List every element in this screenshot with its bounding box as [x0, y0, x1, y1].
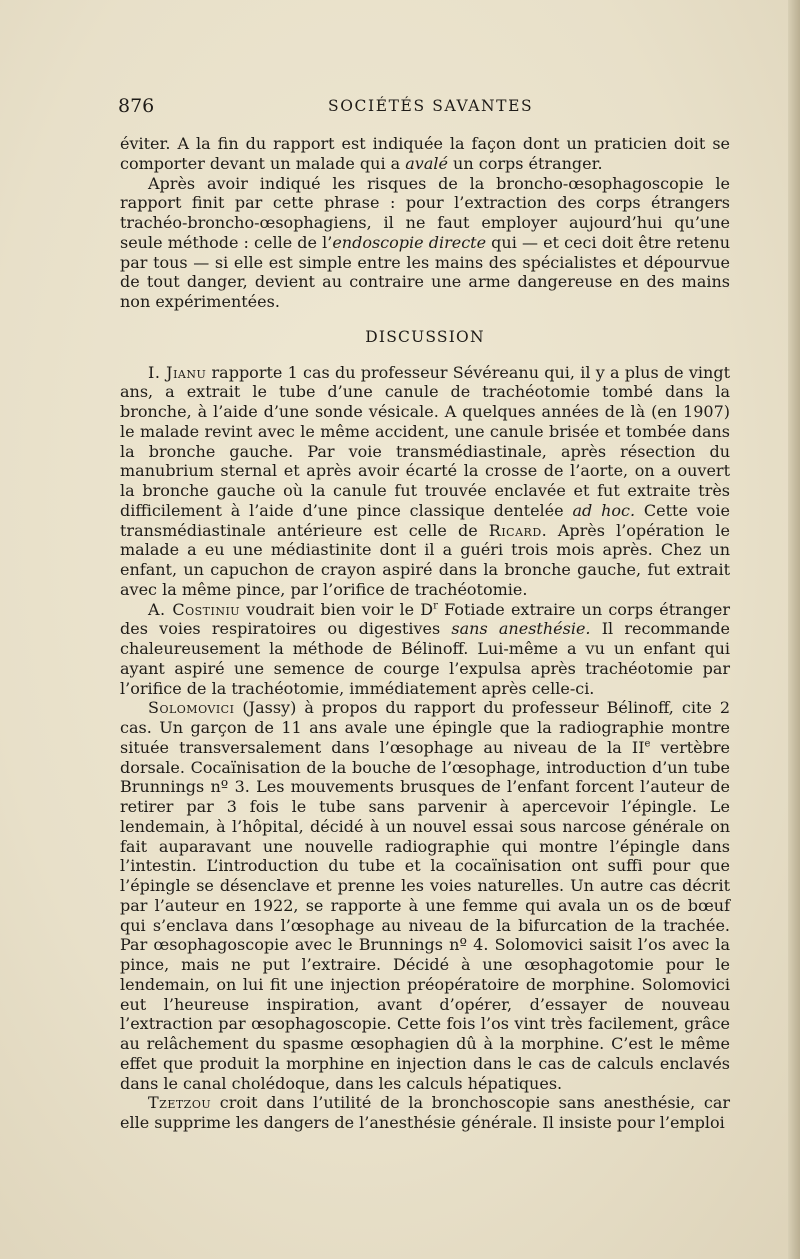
author-name: A. Costiniu [148, 599, 241, 619]
text-run: voudrait bien voir le D [240, 599, 434, 619]
text-run: qui — et ceci doit être retenu par tous — si elle est simple entre les mains des spécialistes et dépourvue de tout danger, devient au contraire une arme dangereuse en des mains non expérimentées. [120, 232, 730, 311]
page-number: 876 [118, 95, 155, 117]
italic-text: sans anesthésie. [451, 619, 591, 639]
text-run: un corps étranger. [447, 153, 603, 173]
section-title-discussion: DISCUSSION [365, 327, 485, 346]
body-text [120, 134, 730, 1133]
author-name: Tzetzou [148, 1093, 212, 1113]
paragraph-tzetzou [120, 1093, 730, 1133]
paragraph-intro-1 [120, 134, 730, 174]
superscript: r [433, 600, 438, 612]
italic-text: ad hoc. [572, 500, 636, 520]
text-run: Fotiade extraire un corps étranger des voies respiratoires ou digestives [120, 599, 730, 639]
text-run: rapporte 1 cas du professeur Sévéreanu qui, il y a plus de vingt ans, a extrait le tube d’une canule de trachéotomie tombé dans la bronche, à l’aide d’une sonde vésicale. A quelques années de là (en 1907) le malade revint avec le même accident, une canule brisée et tombée dans la bronche gauche. Par voie transmédiastinale, après résection du manubrium sternal et après avoir écarté la crosse de l’aorte, on a ouvert la bronche gauche où la canule fut trouvée enclavée et fut extraite très difficilement à l’aide d’une pince classique dentelée [120, 362, 731, 520]
italic-text: avalé [405, 153, 448, 173]
superscript: e [644, 738, 651, 750]
text-run: . Après l’opération le malade a eu une médiastinite dont il a guéri trois mois après. Chez un enfant, un capuchon de crayon aspiré dans la bronche gauche, fut extrait avec la même pince, par l’orifice de trachéotomie. [120, 520, 730, 599]
text-run: éviter. A la fin du rapport est indiquée la façon dont un praticien doit se comporter devant un malade qui a [120, 134, 730, 173]
paragraph-intro-2 [120, 174, 730, 312]
paragraph-jianu [120, 363, 730, 600]
running-title: SOCIÉTÉS SAVANTES [328, 97, 534, 115]
paragraph-costiniu [120, 600, 730, 699]
paragraph-solomovici [120, 698, 730, 1093]
author-name: Solomovici [148, 698, 235, 718]
text-run: vertèbre dorsale. Cocaïnisation de la bouche de l’œsophage, introduction d’un tube Brunnings nº 3. Les mouvements brusques de l’enfant forcent l’auteur de retirer par 3 fois le tube sans parvenir à apercevoir l’épingle. Le lendemain, à l’hôpital, décidé à un nouvel essai sous narcose générale on fait auparavant une nouvelle radiographie qui montre l’épingle dans l’intestin. L’introduction du tube et la cocaïnisation ont suffi pour que l’épingle se désenclave et prenne les voies naturelles. Un autre cas décrit par l’auteur en 1922, se rapporte à une femme qui avala un os de bœuf qui s’enclava dans l’œsophage au niveau de la bifurcation de la trachée. Par œsophagoscopie avec le Brunnings nº 4. Solomovici saisit l’os avec la pince, mais ne put l’extraire. Décidé à une œsophagotomie pour le lendemain, on lui fit une injection préopératoire de morphine. Solomovici eut l’heureuse inspiration, avant d’opérer, d’essayer de nouveau l’extraction par œsophagoscopie. Cette fois l’os vint très facilement, grâce au relâchement du spasme œsophagien dû à la morphine. C’est le même effet que produit la morphine en injection dans le cas de calculs enclavés dans le canal cholédoque, dans les calculs hépatiques. [120, 737, 731, 1093]
text-run: Après avoir indiqué les risques de la broncho-œsophagoscopie le rapport finit par cette phrase : pour l’extraction des corps étrangers trachéo-broncho-œsophagiens, il ne faut employer aujourd’hui qu’une seule méthode : celle de l’ [120, 173, 730, 252]
italic-text: endoscopie directe [332, 232, 487, 252]
page-edge-shadow [788, 0, 800, 1259]
page-header [118, 95, 728, 119]
text-run: (Jassy) à propos du rapport du professeur Bélinoff, cite 2 cas. Un garçon de 11 ans avale une épingle que la radiographie montre située transversalement dans l’œsophage au niveau de la II [120, 698, 730, 757]
text-run: croit dans l’utilité de la bronchoscopie sans anesthésie, car elle supprime les dangers de l’anesthésie générale. Il insiste pour l’emploi [120, 1093, 730, 1132]
author-name: Ricard [488, 520, 542, 540]
text-run: Cette voie transmédiastinale antérieure est celle de [120, 500, 731, 540]
text-run: Il recommande chaleureusement la méthode de Bélinoff. Lui-même a vu un enfant qui ayant aspiré une semence de courge l’expulsa après trachéotomie par l’orifice de la trachéotomie, immédiatement après celle-ci. [120, 619, 730, 698]
author-name: I. Jianu [148, 362, 207, 382]
